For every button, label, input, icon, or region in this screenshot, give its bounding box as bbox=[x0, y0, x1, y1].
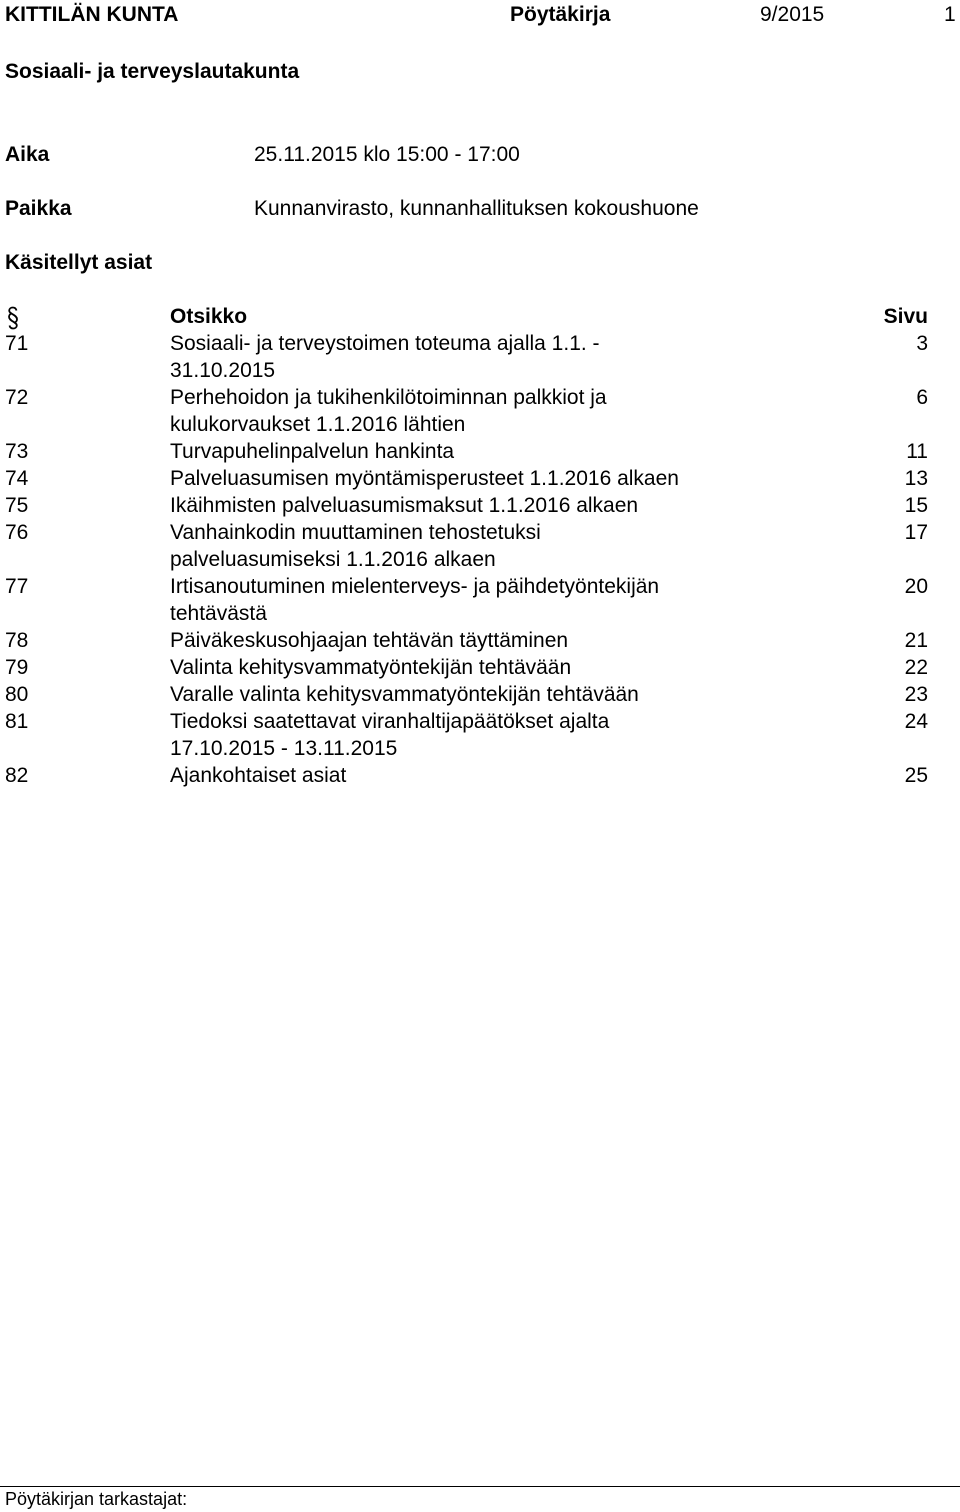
toc-item-title: Turvapuhelinpalvelun hankinta bbox=[170, 440, 455, 463]
toc-item-title: Ajankohtaiset asiat bbox=[170, 764, 347, 787]
toc-item-title: Varalle valinta kehitysvammatyöntekijän tehtävään bbox=[170, 683, 639, 706]
footer-divider bbox=[0, 1486, 960, 1487]
toc-item-number: 81 bbox=[5, 710, 29, 733]
toc-item-title: Palveluasumisen myöntämisperusteet 1.1.2016 alkaen bbox=[170, 467, 679, 490]
toc-item-title: Perhehoidon ja tukihenkilötoiminnan palkkiot ja kulukorvaukset 1.1.2016 lähtien bbox=[170, 386, 607, 436]
toc-item-number: 71 bbox=[5, 332, 29, 355]
toc-item-page: 22 bbox=[904, 656, 928, 679]
toc-item-page: 24 bbox=[904, 710, 928, 733]
toc-item-number: 75 bbox=[5, 494, 29, 517]
toc-item-number: 77 bbox=[5, 575, 29, 598]
toc-item-page: 23 bbox=[904, 683, 928, 706]
document-type: Pöytäkirja bbox=[510, 3, 611, 26]
page-number: 1 bbox=[944, 3, 956, 26]
section-sign-icon bbox=[6, 306, 20, 330]
toc-item-number: 76 bbox=[5, 521, 29, 544]
toc-item-page: 15 bbox=[904, 494, 928, 517]
toc-item-title: Irtisanoutuminen mielenterveys- ja päihdetyöntekijän tehtävästä bbox=[170, 575, 660, 625]
toc-item-page: 6 bbox=[916, 386, 928, 409]
toc-item-page: 13 bbox=[904, 467, 928, 490]
toc-item-number: 82 bbox=[5, 764, 29, 787]
board-name: Sosiaali- ja terveyslautakunta bbox=[5, 60, 300, 83]
toc-page-header: Sivu bbox=[883, 305, 928, 328]
toc-item-page: 20 bbox=[904, 575, 928, 598]
toc-item-page: 3 bbox=[916, 332, 928, 355]
toc-item-number: 79 bbox=[5, 656, 29, 679]
toc-item-number: 74 bbox=[5, 467, 29, 490]
toc-item-title: Ikäihmisten palveluasumismaksut 1.1.2016 alkaen bbox=[170, 494, 639, 517]
toc-item-title: Sosiaali- ja terveystoimen toteuma ajalla 1.1. - 31.10.2015 bbox=[170, 332, 600, 382]
municipality-name: KITTILÄN KUNTA bbox=[5, 3, 179, 26]
time-label: Aika bbox=[5, 143, 50, 166]
toc-item-number: 80 bbox=[5, 683, 29, 706]
place-value: Kunnanvirasto, kunnanhallituksen kokoushuone bbox=[254, 197, 699, 220]
time-value: 25.11.2015 klo 15:00 - 17:00 bbox=[254, 143, 520, 166]
document-number: 9/2015 bbox=[760, 3, 825, 26]
toc-item-page: 25 bbox=[904, 764, 928, 787]
toc-item-page: 21 bbox=[904, 629, 928, 652]
toc-item-page: 11 bbox=[906, 440, 928, 463]
toc-item-page: 17 bbox=[904, 521, 928, 544]
place-label: Paikka bbox=[5, 197, 72, 220]
footer-label: Pöytäkirjan tarkastajat: bbox=[5, 1489, 188, 1509]
toc-item-title: Vanhainkodin muuttaminen tehostetuksi palveluasumiseksi 1.1.2016 alkaen bbox=[170, 521, 541, 571]
toc-item-number: 73 bbox=[5, 440, 29, 463]
toc-item-title: Valinta kehitysvammatyöntekijän tehtävään bbox=[170, 656, 572, 679]
toc-item-title: Tiedoksi saatettavat viranhaltijapäätökset ajalta 17.10.2015 - 13.11.2015 bbox=[170, 710, 610, 760]
toc-item-number: 72 bbox=[5, 386, 29, 409]
toc-title-header: Otsikko bbox=[170, 305, 248, 328]
toc-item-title: Päiväkeskusohjaajan tehtävän täyttäminen bbox=[170, 629, 569, 652]
section-title: Käsitellyt asiat bbox=[5, 251, 153, 274]
toc-item-number: 78 bbox=[5, 629, 29, 652]
